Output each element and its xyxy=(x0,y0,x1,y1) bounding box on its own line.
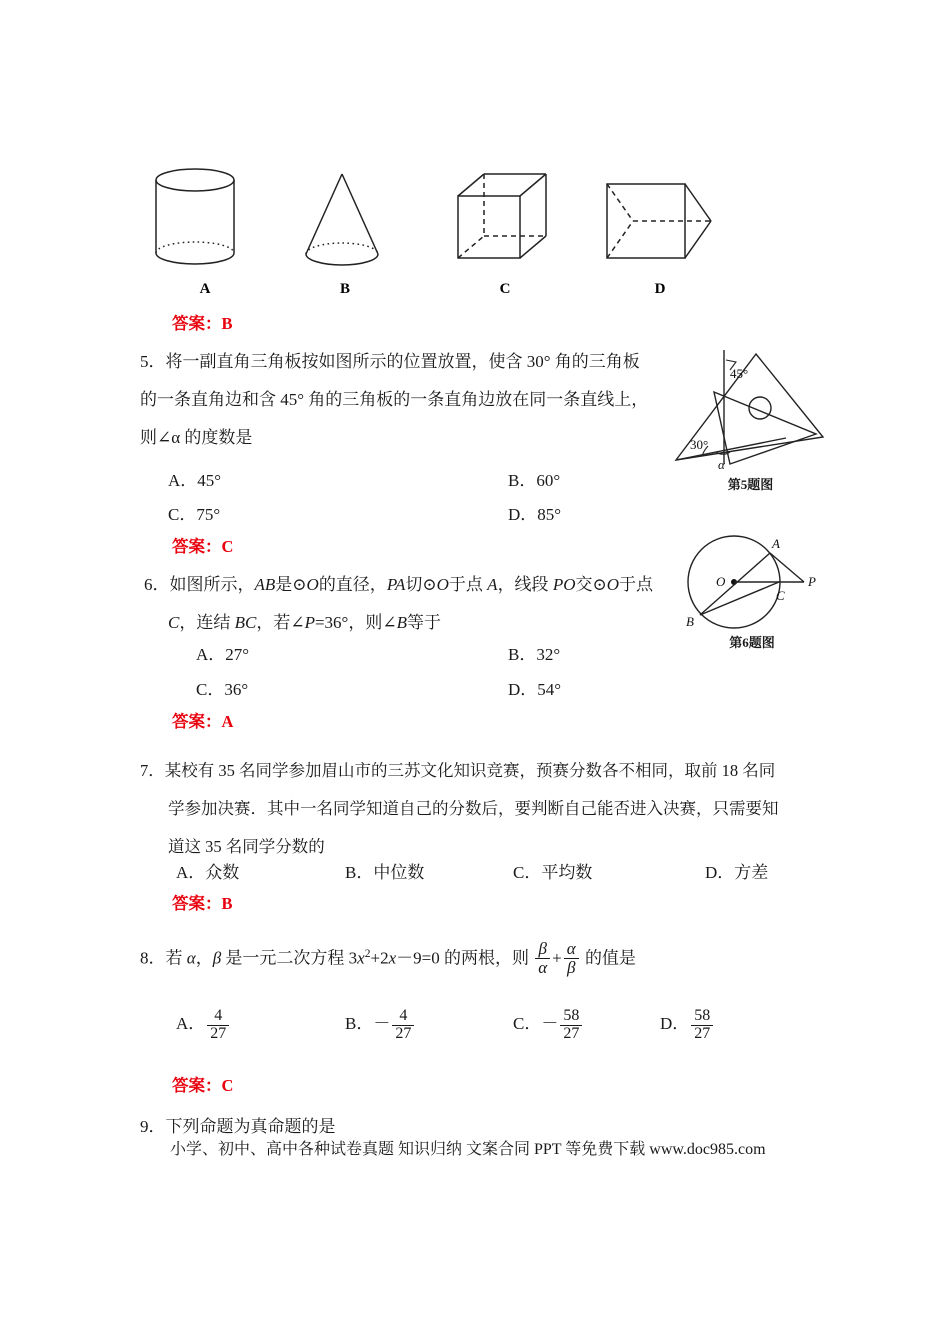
question7-option-d[interactable] xyxy=(705,858,768,883)
question7-option-a[interactable] xyxy=(176,858,239,883)
fraction-numerator: 4 xyxy=(392,1008,414,1026)
question6-figure xyxy=(672,528,832,641)
fraction-numerator: 4 xyxy=(207,1008,229,1026)
fraction-denominator: 27 xyxy=(210,1024,227,1042)
question8-option-c[interactable] xyxy=(513,1008,584,1043)
shape-option-c[interactable] xyxy=(440,158,570,308)
question5-line2: 的一条直角边和含 45° 角的三角板的一条直角边放在同一条直线上， xyxy=(140,390,649,409)
question7-line3: 道这 35 名同学分数的 xyxy=(168,837,325,856)
cylinder-shape-icon xyxy=(140,158,270,280)
question5-option-d[interactable] xyxy=(508,500,561,525)
point-label-o: O xyxy=(716,574,726,589)
question7-line1 xyxy=(140,752,775,790)
cube-shape-icon xyxy=(440,158,570,280)
option-value: 32° xyxy=(536,645,561,664)
question8-option-b[interactable] xyxy=(345,1008,416,1043)
answer-value: B xyxy=(221,894,233,913)
answer-question7 xyxy=(172,890,233,914)
q8-t5: 的值是 xyxy=(580,948,636,968)
q8-power: 2 xyxy=(364,947,371,960)
q6-t2: 是⊙ xyxy=(275,575,307,594)
question8-number: 8． xyxy=(140,948,166,968)
option-key: B． xyxy=(345,1014,374,1033)
answer-question4 xyxy=(172,310,233,334)
option-value: 45° xyxy=(197,471,222,490)
option-value: 方差 xyxy=(734,863,769,882)
question9-number: 9． xyxy=(140,1117,166,1136)
triangular-prism-shape-icon xyxy=(595,158,725,280)
fraction-numerator: β xyxy=(535,940,550,959)
q6-bc: BC xyxy=(234,613,257,632)
q8-comma: ， xyxy=(195,948,213,968)
fraction-denominator: 27 xyxy=(694,1024,711,1042)
fraction-numerator: 58 xyxy=(691,1008,713,1026)
question7-text-line1: 某校有 35 名同学参加眉山市的三苏文化知识竞赛，预赛分数各不相同，取前 18 名同 xyxy=(164,761,776,780)
question6-figure-caption: 第6题图 xyxy=(729,635,775,650)
question6-number: 6． xyxy=(144,575,170,594)
angle-label-alpha: α xyxy=(718,457,725,472)
q6-t3: 的直径， xyxy=(318,575,387,594)
question6-option-b[interactable] xyxy=(508,640,560,665)
question6-option-a[interactable] xyxy=(196,640,249,665)
question7-option-b[interactable] xyxy=(345,858,424,883)
question5-number: 5． xyxy=(140,352,166,371)
question6-option-c[interactable] xyxy=(196,675,248,700)
question7-option-c[interactable] xyxy=(513,858,592,883)
q6-o3: O xyxy=(606,575,620,594)
option-key: C． xyxy=(168,505,197,524)
q6-t7: 交⊙ xyxy=(575,575,607,594)
option-key: A． xyxy=(176,1014,206,1033)
answer-label: 答案： xyxy=(172,537,222,556)
question5-option-a[interactable] xyxy=(168,466,221,491)
question7-number: 7． xyxy=(140,761,165,780)
fraction-denominator: α xyxy=(538,958,548,977)
q6-t12: 等于 xyxy=(407,613,441,632)
q6-t6: ，线段 xyxy=(497,575,553,594)
question8-option-d[interactable] xyxy=(660,1008,715,1043)
fraction-denominator: 27 xyxy=(563,1024,580,1042)
fraction-denominator: β xyxy=(566,958,576,977)
shape-option-b[interactable] xyxy=(280,158,410,308)
shape-option-d[interactable] xyxy=(595,158,725,308)
question5-option-b[interactable] xyxy=(508,466,560,491)
point-label-b: B xyxy=(686,614,694,629)
answer-label: 答案： xyxy=(172,712,222,731)
answer-value: C xyxy=(221,537,234,556)
question6-line2 xyxy=(168,604,441,642)
option-value: 85° xyxy=(537,505,562,524)
shape-option-c-label: C xyxy=(499,281,511,297)
angle-label-30: 30° xyxy=(690,437,709,452)
question7-line2: 学参加决赛．其中一名同学知道自己的分数后，要判断自己能否进入决赛，只需要知 xyxy=(168,799,779,818)
q8-beta: β xyxy=(212,948,222,968)
shape-option-d-label: D xyxy=(654,281,666,297)
option-sign: － xyxy=(373,1014,391,1033)
option-key: D． xyxy=(660,1014,690,1033)
option-key: C． xyxy=(513,863,542,882)
option-key: C． xyxy=(196,680,225,699)
point-label-c: C xyxy=(776,588,785,603)
question5-line1 xyxy=(140,343,640,381)
point-label-a: A xyxy=(772,536,780,551)
answer-value: B xyxy=(221,314,233,333)
question6-option-d[interactable] xyxy=(508,675,561,700)
answer-question8 xyxy=(172,1072,233,1096)
option-key: D． xyxy=(508,680,538,699)
option-value: 60° xyxy=(536,471,561,490)
q8-var: x xyxy=(357,948,365,968)
option-key: A． xyxy=(196,645,226,664)
q6-t5: 于点 xyxy=(448,575,488,594)
cone-shape-icon xyxy=(280,158,410,280)
option-key: D． xyxy=(508,505,538,524)
q6-b: B xyxy=(396,613,407,632)
question5-text-line1: 将一副直角三角板按如图所示的位置放置，使含 30° 角的三角板 xyxy=(165,352,640,371)
q6-t4: 切⊙ xyxy=(405,575,437,594)
question8-line1 xyxy=(140,935,636,978)
q8-var2: x xyxy=(388,948,397,968)
circle-tangent-diagram-icon xyxy=(672,528,832,636)
angle-label-45: 45° xyxy=(730,366,749,381)
q8-plus: + xyxy=(552,948,562,968)
fraction-beta-over-alpha xyxy=(535,940,550,977)
option-value: 54° xyxy=(537,680,562,699)
answer-value: C xyxy=(221,1076,234,1095)
option-value: 中位数 xyxy=(373,863,425,882)
answer-question5 xyxy=(172,533,233,557)
option-value: 75° xyxy=(196,505,221,524)
option-value: 众数 xyxy=(205,863,240,882)
set-squares-diagram-icon xyxy=(668,342,833,472)
option-key: A． xyxy=(168,471,198,490)
option-key: A． xyxy=(176,863,206,882)
q8-t3: +2 xyxy=(370,948,389,968)
fraction-alpha-over-beta xyxy=(564,940,579,977)
question5-figure-caption: 第5题图 xyxy=(727,477,774,492)
q6-p: P xyxy=(304,613,315,632)
q6-po: PO xyxy=(552,575,576,594)
question8-option-a[interactable] xyxy=(176,1008,231,1043)
answer-label: 答案： xyxy=(172,894,222,913)
q8-t4: －9=0 的两根，则 xyxy=(396,948,534,968)
option-key: C． xyxy=(513,1014,542,1033)
q6-t9: ，连结 xyxy=(179,613,235,632)
option-key: B． xyxy=(508,471,537,490)
question6-line1 xyxy=(144,566,653,604)
option-fraction xyxy=(207,1008,229,1043)
answer-label: 答案： xyxy=(172,1076,222,1095)
point-label-p: P xyxy=(808,574,816,589)
q8-alpha: α xyxy=(186,948,196,968)
option-sign: － xyxy=(541,1014,559,1033)
q6-t1: 如图所示， xyxy=(169,575,255,594)
q8-t2: 是一元二次方程 3 xyxy=(221,948,358,968)
option-key: B． xyxy=(508,645,537,664)
shape-option-a[interactable] xyxy=(140,158,270,308)
q6-o2: O xyxy=(436,575,449,594)
option-fraction xyxy=(691,1008,713,1043)
q6-t10: ，若∠ xyxy=(256,613,305,632)
fraction-denominator: 27 xyxy=(395,1024,412,1042)
q6-a: A xyxy=(487,575,498,594)
q8-t1: 若 xyxy=(165,948,187,968)
fraction-numerator: 58 xyxy=(560,1008,582,1026)
option-fraction xyxy=(392,1008,414,1043)
fraction-numerator: α xyxy=(564,940,579,959)
question9-text-line1: 下列命题为真命题的是 xyxy=(165,1117,336,1136)
option-value: 27° xyxy=(225,645,250,664)
question5-option-c[interactable] xyxy=(168,500,220,525)
q6-c: C xyxy=(168,613,180,632)
q6-t11: =36°，则∠ xyxy=(314,613,397,632)
footer-watermark: 小学、初中、高中各种试卷真题 知识归纳 文案合同 PPT 等免费下载 www.doc985.com xyxy=(170,1141,766,1158)
q6-ab: AB xyxy=(254,575,276,594)
option-fraction xyxy=(560,1008,582,1043)
shape-option-a-label: A xyxy=(199,281,211,297)
answer-value: A xyxy=(221,712,234,731)
option-value: 平均数 xyxy=(541,863,593,882)
shape-option-b-label: B xyxy=(339,281,350,297)
question5-line3: 则∠α 的度数是 xyxy=(140,428,253,447)
question5-figure xyxy=(668,342,833,477)
q6-pa: PA xyxy=(386,575,406,594)
option-value: 36° xyxy=(224,680,249,699)
option-key: D． xyxy=(705,863,735,882)
q6-t8: 于点 xyxy=(619,575,654,594)
answer-label: 答案： xyxy=(172,314,222,333)
option-key: B． xyxy=(345,863,374,882)
answer-question6 xyxy=(172,708,233,732)
q6-o1: O xyxy=(306,575,319,594)
question4-shape-options xyxy=(140,158,740,308)
